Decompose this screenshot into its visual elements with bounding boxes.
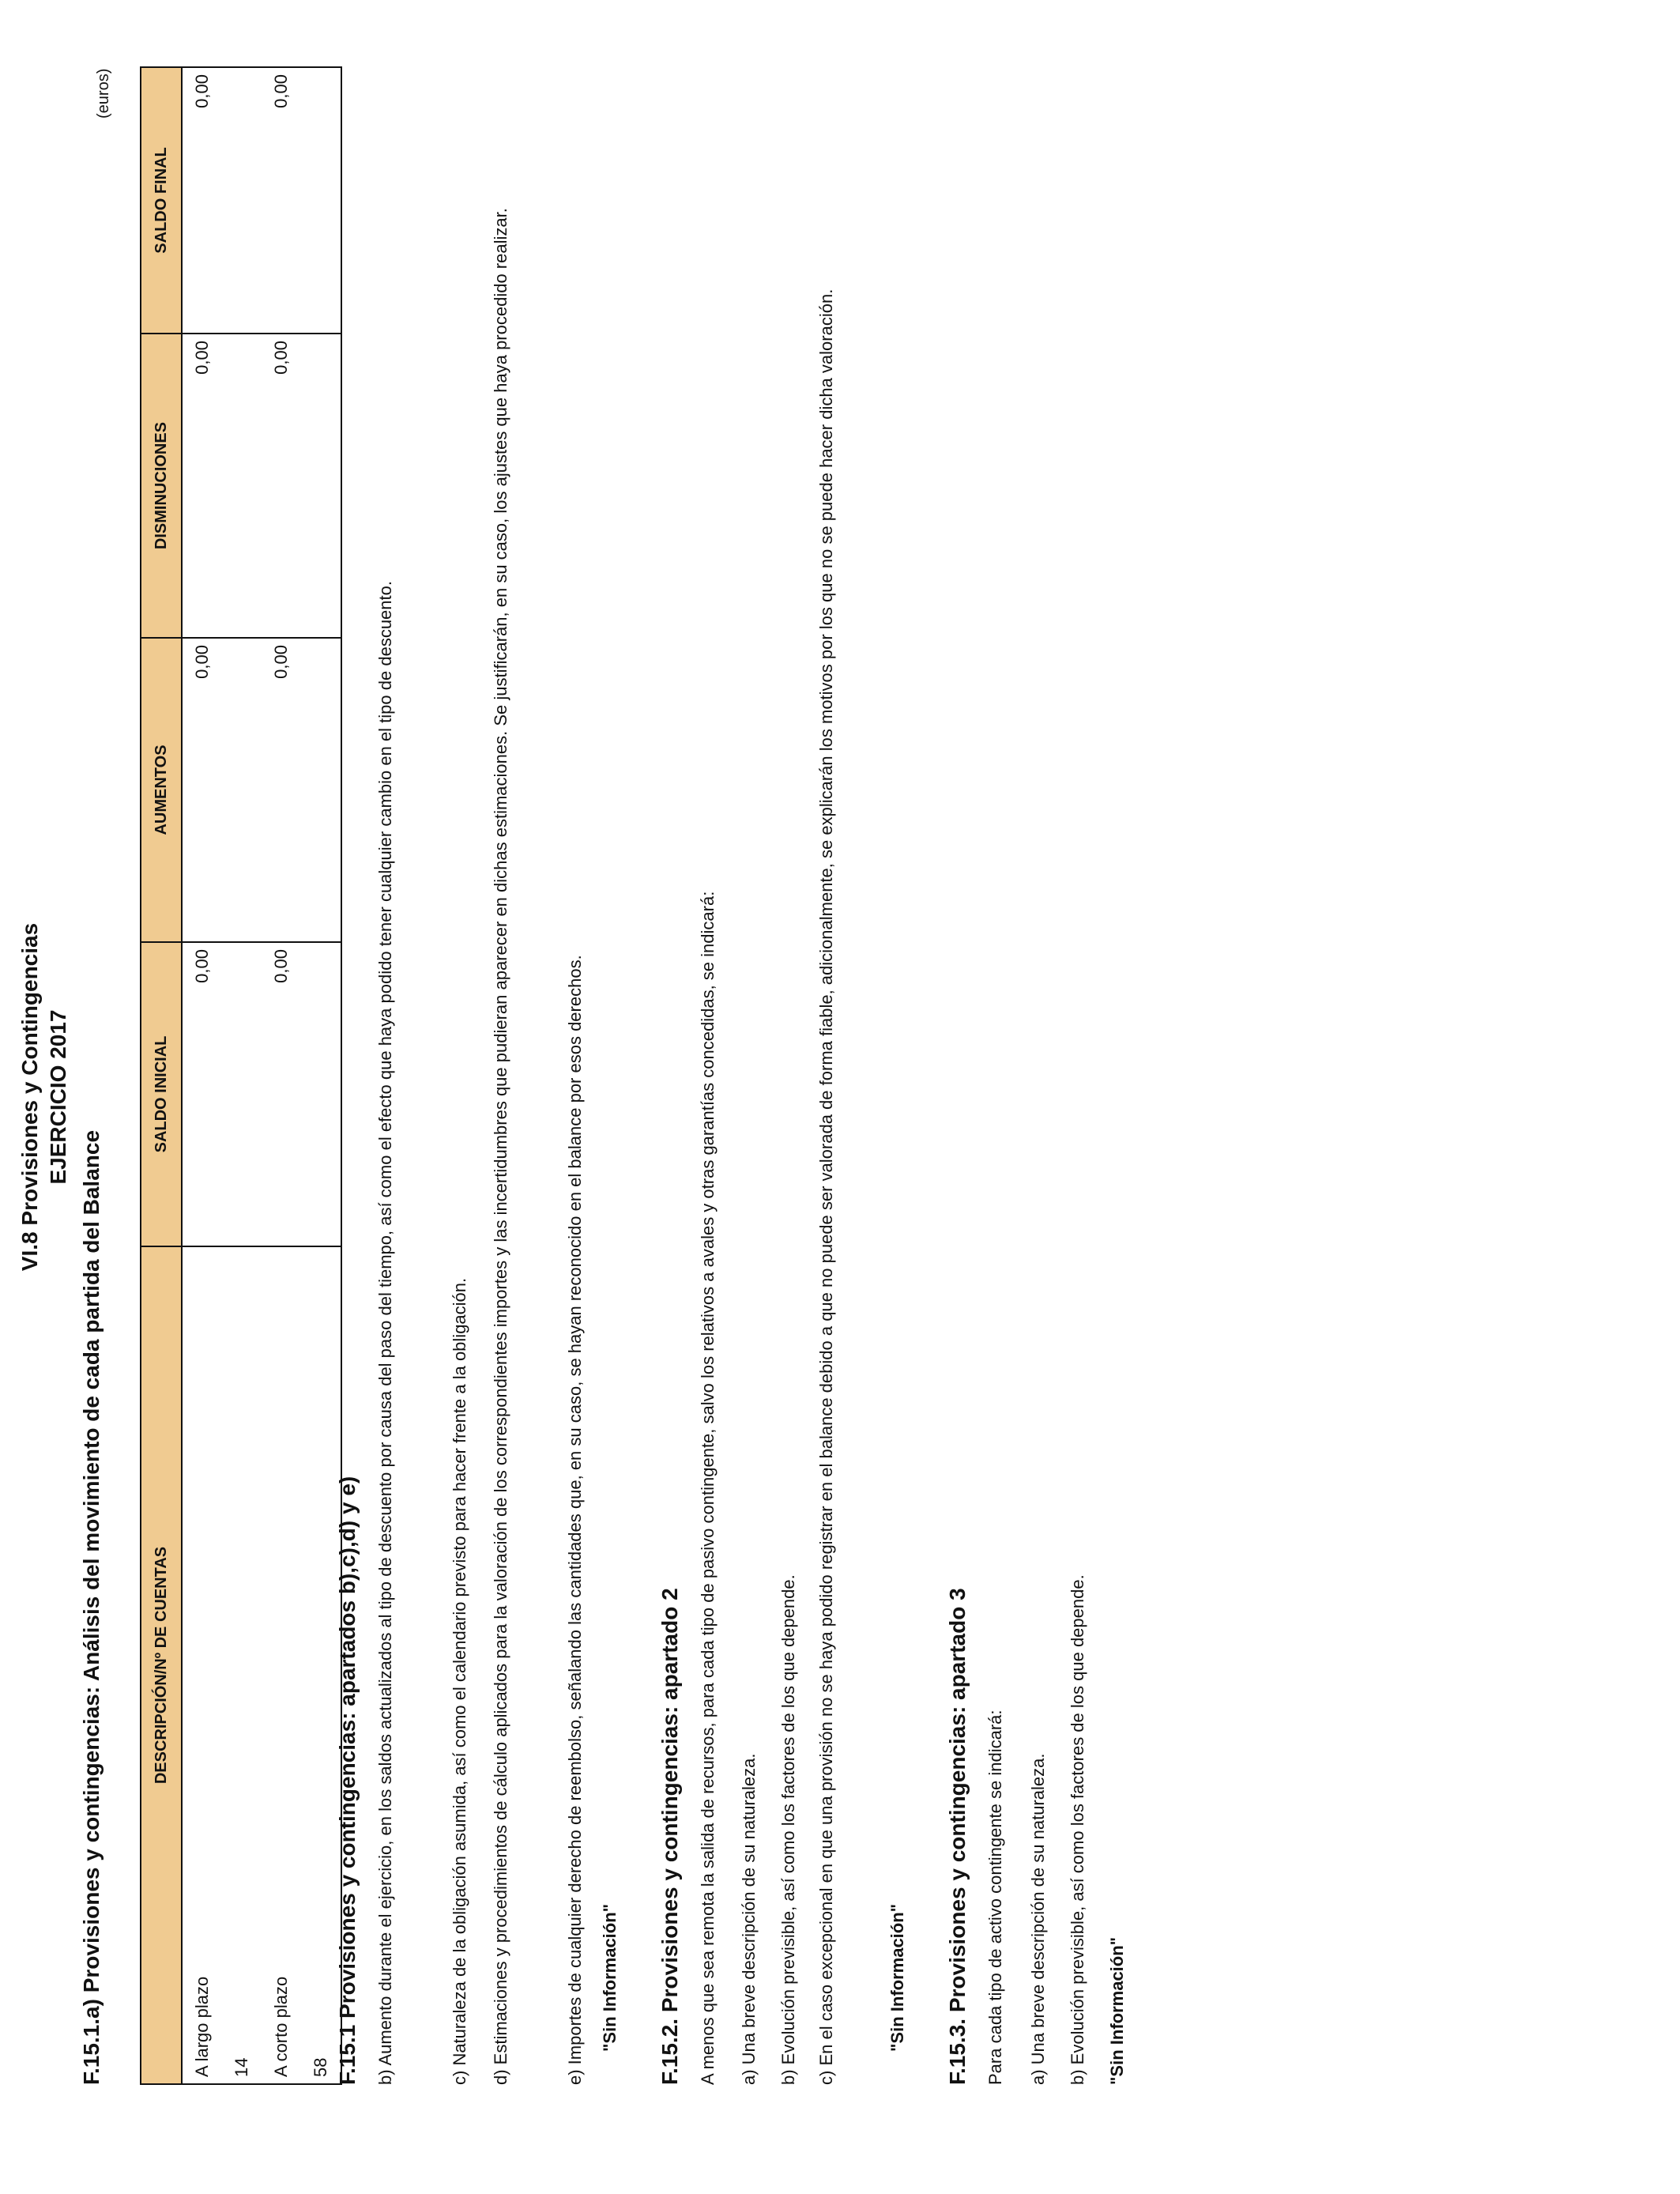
col-header-saldo-inicial: SALDO INICIAL (141, 942, 182, 1246)
aumentos-value: 0,00 (182, 638, 222, 942)
table-row (182, 67, 222, 2084)
col-header-descripcion: DESCRIPCIÓN/Nº DE CUENTAS (141, 1246, 182, 2084)
saldo-final-value: 0,00 (262, 67, 301, 334)
section-1-sin-informacion: "Sin Información" (600, 1903, 620, 2052)
row-account-number: 58 (301, 1246, 341, 2084)
col-header-aumentos: AUMENTOS (141, 638, 182, 942)
page-title: VI.8 Provisiones y Contingencias (17, 922, 42, 1272)
col-header-disminuciones: DISMINUCIONES (141, 334, 182, 638)
provisions-table (140, 66, 342, 2085)
section-1-heading: F.15.1 Provisiones y contingencias: apartados b),c),d) y e) (335, 1476, 360, 2085)
row-description: A corto plazo (262, 1246, 301, 2084)
table-row (262, 67, 301, 2084)
section-a-heading: F.15.1.a) Provisiones y contingencias: Análisis del movimiento de cada partida del Balance (79, 1129, 104, 2085)
saldo-final-value: 0,00 (182, 67, 222, 334)
section-1-item-c: c) Naturaleza de la obligación asumida, así como el calendario previsto para hacer frente a la obligación. (450, 1277, 469, 2085)
section-1-item-b: b) Aumento durante el ejercicio, en los saldos actualizados al tipo de descuento por causa del paso del tiempo, así como el efecto que haya podido tener cualquier cambio en el tipo de descuento. (375, 581, 395, 2085)
disminuciones-value: 0,00 (182, 334, 222, 638)
table-row (222, 67, 262, 2084)
page-subtitle: EJERCICIO 2017 (46, 1009, 70, 1185)
section-2-item-a: a) Una breve descripción de su naturaleza. (739, 1753, 759, 2085)
unit-label: (euros) (95, 68, 112, 119)
section-3-intro: Para cada tipo de activo contingente se indicará: (985, 1710, 1005, 2085)
table-header-row (141, 67, 182, 2084)
section-2-intro: A menos que sea remota la salida de recursos, para cada tipo de pasivo contingente, salvo los relativos a avales y otras garantías concedidas, se indicará: (698, 891, 718, 2085)
section-3-item-a: a) Una breve descripción de su naturaleza. (1028, 1753, 1048, 2085)
section-1-item-e: e) Importes de cualquier derecho de reembolso, señalando las cantidades que, en su caso, se hayan reconocido en el balance por esos derechos. (565, 955, 585, 2085)
saldo-inicial-value: 0,00 (182, 942, 222, 1246)
section-2-item-b: b) Evolución previsible, así como los factores de los que depende. (778, 1574, 798, 2085)
section-3-item-b: b) Evolución previsible, así como los factores de los que depende. (1068, 1574, 1087, 2085)
saldo-inicial-value: 0,00 (262, 942, 301, 1246)
disminuciones-value: 0,00 (262, 334, 301, 638)
section-2-item-c: c) En el caso excepcional en que una provisión no se haya podido registrar en el balance debido a que no puede ser valorada de forma fiable, adicionalmente, se explicarán los motivos por los que no se puede hacer dicha valoración. (816, 288, 836, 2085)
section-3-heading: F.15.3. Provisiones y contingencias: apartado 3 (945, 1588, 970, 2085)
col-header-saldo-final: SALDO FINAL (141, 67, 182, 334)
aumentos-value: 0,00 (262, 638, 301, 942)
section-2-heading: F.15.2. Provisiones y contingencias: apartado 2 (657, 1588, 682, 2085)
row-account-number: 14 (222, 1246, 262, 2084)
section-1-item-d: d) Estimaciones y procedimientos de cálculo aplicados para la valoración de los correspondientes importes y las incertidumbres que pudieran aparecer en dichas estimaciones. Se justificarán, en su caso, los ajustes que haya procedido realizar. (491, 208, 510, 2085)
section-3-sin-informacion: "Sin Información" (1107, 1936, 1127, 2085)
section-2-sin-informacion: "Sin Información" (887, 1903, 907, 2052)
row-description: A largo plazo (182, 1246, 222, 2084)
